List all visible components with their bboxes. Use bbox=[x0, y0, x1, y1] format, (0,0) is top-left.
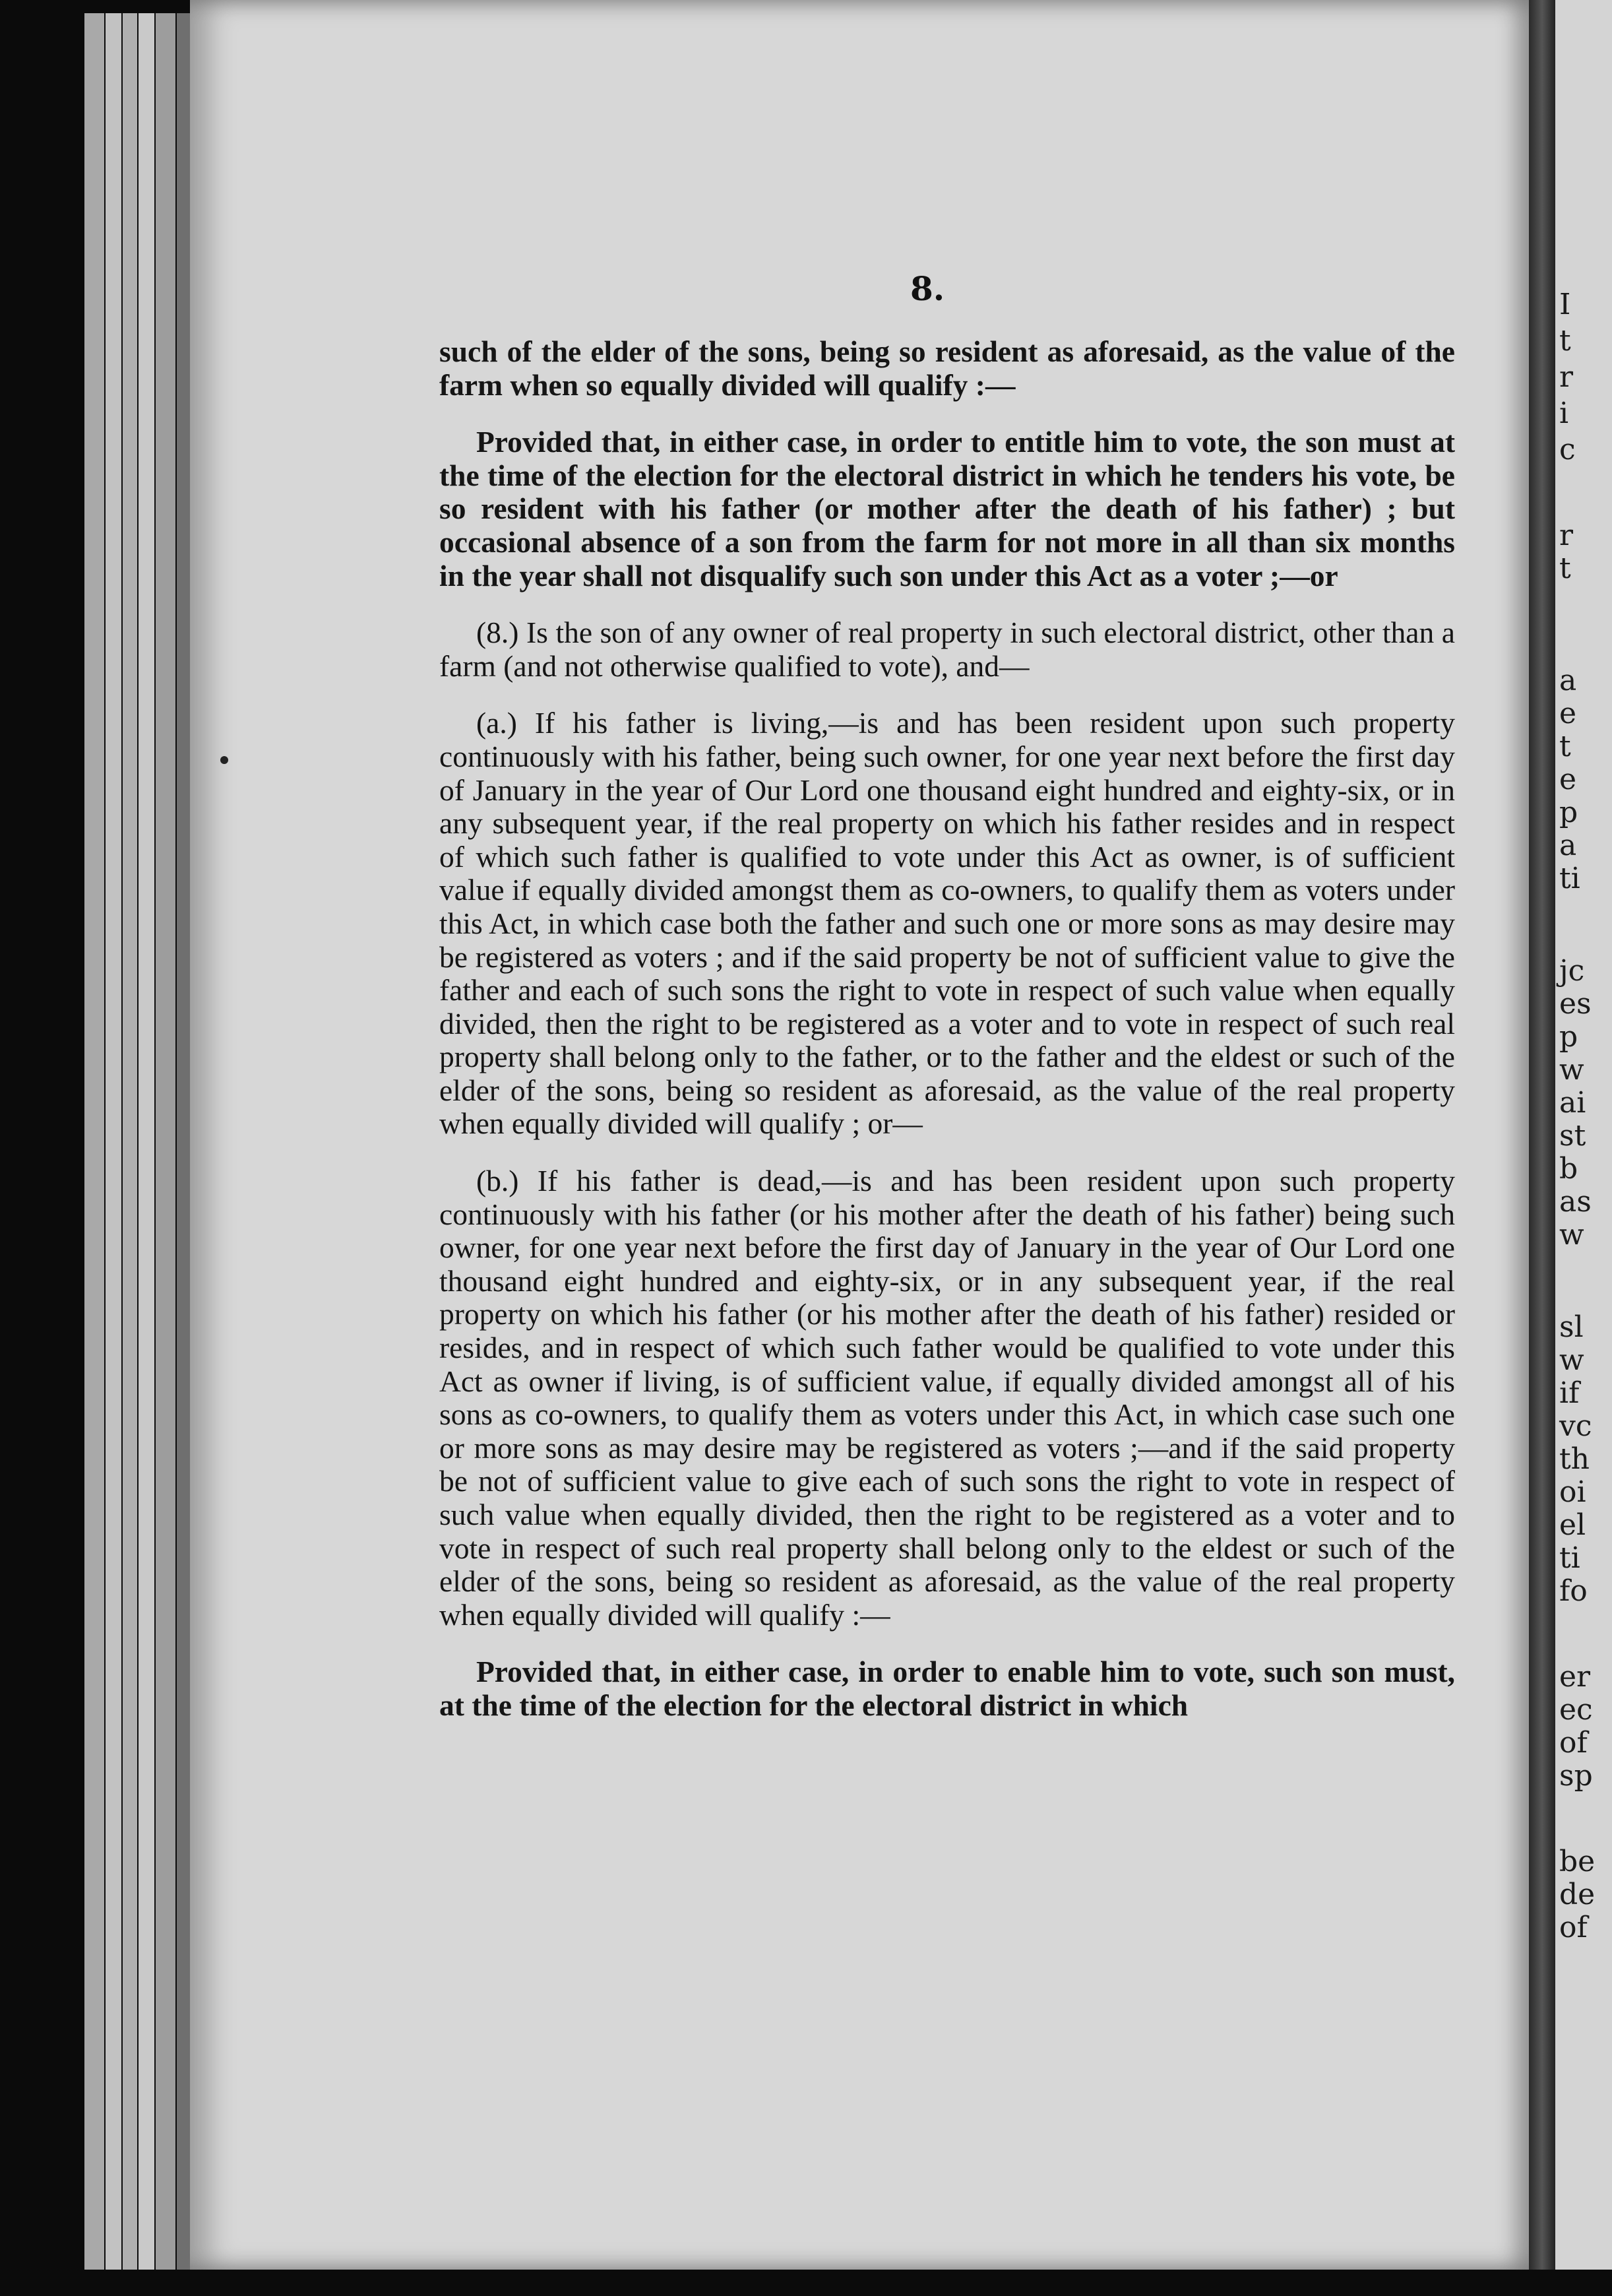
facing-page-text: fo bbox=[1559, 1574, 1588, 1608]
facing-page-text: vc bbox=[1559, 1409, 1592, 1443]
facing-page-text: e bbox=[1559, 697, 1577, 730]
facing-page-fragment bbox=[1555, 0, 1612, 2270]
paragraph-clause-8: (8.) Is the son of any owner of real property in such electoral district, other than a farm (and not otherwise qualified to vote), and— bbox=[439, 616, 1455, 683]
page-edge bbox=[123, 13, 137, 2270]
facing-page-text: sl bbox=[1559, 1310, 1584, 1344]
facing-page-text: of bbox=[1559, 1911, 1588, 1944]
facing-page-text: w bbox=[1559, 1343, 1584, 1377]
facing-page-text: t bbox=[1559, 730, 1571, 763]
facing-page-text: ti bbox=[1559, 862, 1580, 895]
page-edge bbox=[139, 13, 154, 2270]
facing-page-text: sp bbox=[1559, 1759, 1593, 1793]
facing-page-text: w bbox=[1559, 1053, 1584, 1087]
facing-page-text: of bbox=[1559, 1726, 1588, 1760]
facing-page-text: p bbox=[1559, 1020, 1578, 1054]
facing-page-text: de bbox=[1559, 1878, 1596, 1911]
paragraph-proviso-2: Provided that, in either case, in order to enable him to vote, such son must, at the time of the election for the electoral district in which bbox=[439, 1655, 1455, 1722]
facing-page-text: t bbox=[1559, 552, 1571, 585]
facing-page-text: th bbox=[1559, 1442, 1590, 1476]
page-edge bbox=[177, 13, 190, 2270]
paragraph-proviso: Provided that, in either case, in order to entitle him to vote, the son must at the time of the election for the electoral district in which he tenders his vote, be so resident with his father (or mother after the death of his father) ; but occasional absence of a son from the farm for not more in all than six months in the year shall not disqualify such son under this Act as a voter ;—or bbox=[439, 425, 1455, 592]
facing-page-text: oi bbox=[1559, 1475, 1586, 1509]
page-edge bbox=[156, 13, 175, 2270]
facing-page-text: r bbox=[1559, 360, 1574, 394]
facing-page-text: a bbox=[1559, 829, 1577, 862]
facing-page-text: w bbox=[1559, 1218, 1584, 1252]
ink-speck bbox=[220, 756, 228, 764]
facing-page-text: e bbox=[1559, 763, 1577, 796]
facing-page-text: ec bbox=[1559, 1693, 1593, 1727]
paragraph-subclause-b: (b.) If his father is dead,—is and has been resident upon such property continuously with his father (or his mother after the death of his father) being such owner, for one year next before the first day of January in the year of Our Lord one thousand eight hundred and eighty-six, or in any subsequent year, if the real property on which his father (or his mother after the death of his father) resided or resides, and in respect of which such father would be qualified to vote under this Act as owner if living, is of sufficient value, if equally divided amongst all of his sons as co-owners, to qualify them as voters under this Act, in which case such one or more sons as may desire may be registered as voters ;—and if the said property be not of sufficient value to give each of such sons the right to vote in respect of such value when equally divided, then the right to be registered as a voter and to vote in respect of such real property shall belong only to the eldest or such of the elder of the sons, being so resident as aforesaid, as the value of the real property when equally divided will qualify :— bbox=[439, 1164, 1455, 1632]
facing-page-text: r bbox=[1559, 519, 1574, 552]
book-gutter bbox=[1529, 0, 1555, 2270]
facing-page-text: be bbox=[1559, 1845, 1596, 1878]
facing-page-text: c bbox=[1559, 433, 1576, 466]
facing-page-text: ti bbox=[1559, 1541, 1580, 1575]
facing-page-text: as bbox=[1559, 1185, 1592, 1219]
page-edge bbox=[106, 13, 121, 2270]
facing-page-text: I bbox=[1559, 288, 1571, 321]
facing-page-text: t bbox=[1559, 324, 1571, 358]
paragraph-subclause-a: (a.) If his father is living,—is and has been resident upon such property continuously with his father, being such owner, for one year next before the first day of January in the year of Our Lord one thousand eight hundred and eighty-six, or in any subsequent year, if the real property on which his father resides and in respect of which such father is qualified to vote under this Act as owner, is of sufficient value if equally divided amongst them as co-owners, to qualify them as voters under this Act, in which case both the father and such one or more sons as may desire may be registered as voters ; and if the said property be not of sufficient value to give the father and each of such sons the right to vote in respect of such value when equally divided, then the right to be registered as a voter and to vote in respect of such real property shall belong only to the father, or to the father and the eldest or such of the elder of the sons, being so resident as aforesaid, as the value of the real property when equally divided will qualify ; or— bbox=[439, 706, 1455, 1141]
facing-page-text: if bbox=[1559, 1376, 1580, 1410]
facing-page-text: a bbox=[1559, 664, 1577, 697]
paragraph-continuation: such of the elder of the sons, being so resident as aforesaid, as the value of the farm when so equally divided will qualify :— bbox=[439, 335, 1455, 402]
facing-page-text: st bbox=[1559, 1119, 1586, 1153]
page-edge bbox=[84, 13, 104, 2270]
page-number: 8. bbox=[910, 269, 945, 308]
body-text bbox=[439, 335, 1455, 1723]
facing-page-text: i bbox=[1559, 397, 1569, 430]
facing-page-text: el bbox=[1559, 1508, 1586, 1542]
facing-page-text: ai bbox=[1559, 1086, 1586, 1120]
facing-page-text: p bbox=[1559, 796, 1578, 829]
facing-page-text: er bbox=[1559, 1660, 1591, 1694]
facing-page-text: es bbox=[1559, 987, 1592, 1021]
facing-page-text: b bbox=[1559, 1152, 1578, 1186]
facing-page-text: jc bbox=[1559, 954, 1585, 988]
